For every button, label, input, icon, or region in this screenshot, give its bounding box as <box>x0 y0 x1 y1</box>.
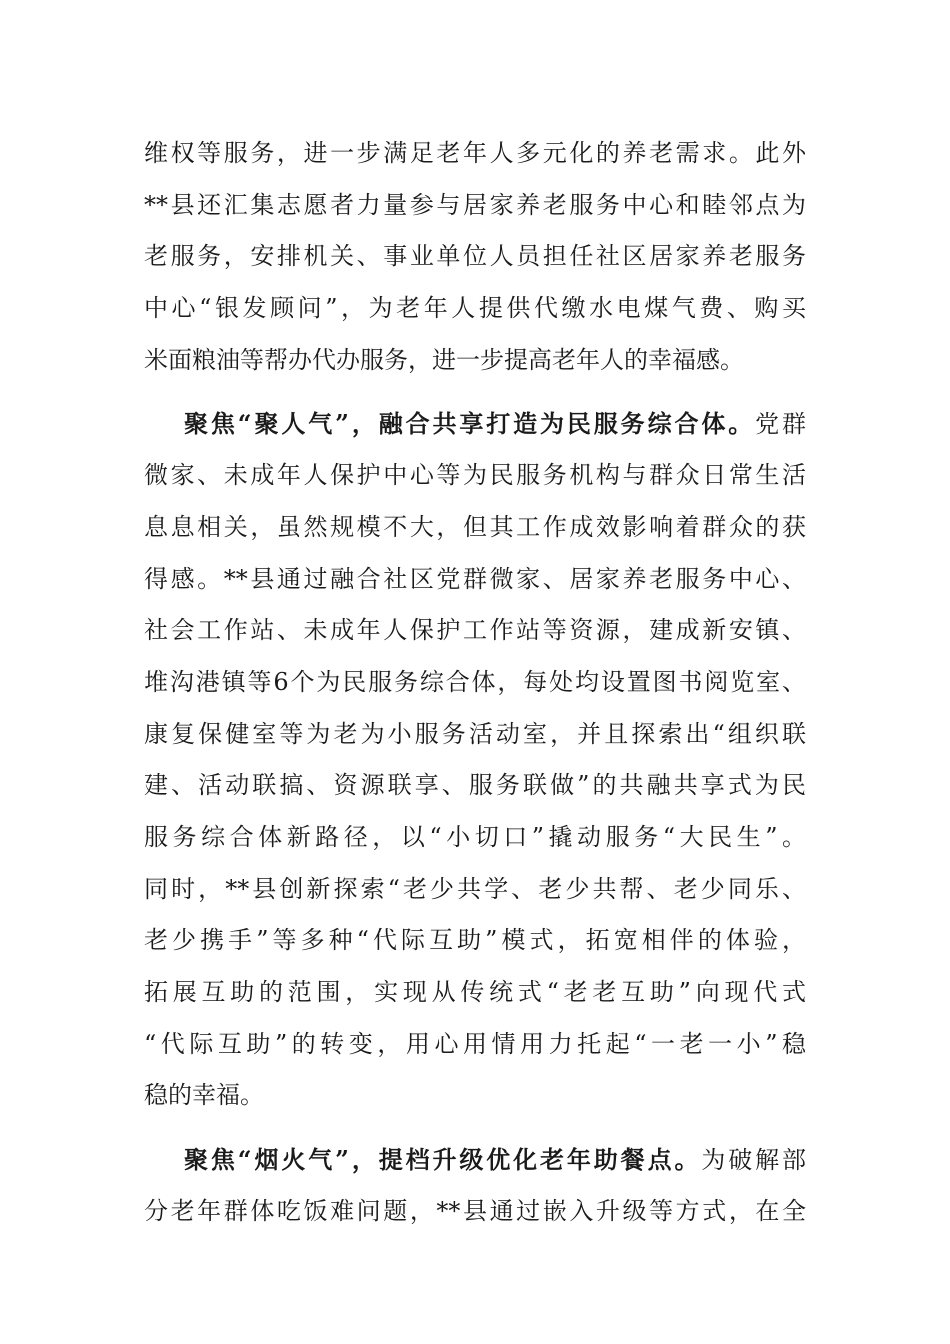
text-line <box>144 283 806 335</box>
line-text: 服务综合体新路径，以“小切口”撬动服务“大民生”。 <box>144 822 806 851</box>
text-line <box>144 450 806 502</box>
text-line <box>144 335 806 387</box>
line-text: 老少携手”等多种“代际互助”模式，拓宽相伴的体验， <box>144 926 806 955</box>
line-text: 为破解部 <box>701 1146 807 1175</box>
text-line <box>144 760 806 812</box>
line-text: 同时，**县创新探索“老少共学、老少共帮、老少同乐、 <box>144 874 806 903</box>
text-line <box>144 1134 806 1186</box>
text-line <box>144 812 806 864</box>
text-line <box>144 128 806 180</box>
line-text: “代际互助”的转变，用心用情用力托起“一老一小”稳 <box>144 1029 806 1058</box>
line-text: 得感。**县通过融合社区党群微家、居家养老服务中心、 <box>144 564 806 593</box>
line-text: 建、活动联搞、资源联享、服务联做”的共融共享式为民 <box>144 771 806 800</box>
line-text: 堆沟港镇等6个为民服务综合体，每处均设置图书阅览室、 <box>144 667 806 696</box>
text-line <box>144 1019 806 1071</box>
text-line <box>144 398 806 450</box>
line-text: 社会工作站、未成年人保护工作站等资源，建成新安镇、 <box>144 616 806 645</box>
document-body <box>144 128 806 1249</box>
section-heading: 聚焦“烟火气”，提档升级优化老年助餐点。 <box>184 1145 702 1175</box>
paragraph-service-complex <box>144 398 806 1122</box>
line-text: 中心“银发顾问”，为老年人提供代缴水电煤气费、购买 <box>144 294 806 323</box>
text-line <box>144 180 806 232</box>
text-line <box>144 605 806 657</box>
text-line <box>144 231 806 283</box>
text-line <box>144 554 806 606</box>
text-line <box>144 1070 806 1122</box>
line-text: 老服务，安排机关、事业单位人员担任社区居家养老服务 <box>144 242 806 271</box>
text-line <box>144 864 806 916</box>
line-text: 米面粮油等帮办代办服务，进一步提高老年人的幸福感。 <box>144 345 744 374</box>
line-text: **县还汇集志愿者力量参与居家养老服务中心和睦邻点为 <box>144 190 806 219</box>
text-line <box>144 709 806 761</box>
line-text: 稳的幸福。 <box>144 1081 264 1110</box>
paragraph-meal-points <box>144 1134 806 1237</box>
line-text: 党群 <box>755 410 807 439</box>
section-heading: 聚焦“聚人气”，融合共享打造为民服务综合体。 <box>184 409 756 439</box>
text-line <box>144 502 806 554</box>
paragraph-elderly-services <box>144 128 806 386</box>
line-text: 康复保健室等为老为小服务活动室，并且探索出“组织联 <box>144 719 806 748</box>
line-text: 微家、未成年人保护中心等为民服务机构与群众日常生活 <box>144 461 806 490</box>
line-text: 维权等服务，进一步满足老年人多元化的养老需求。此外 <box>144 139 806 167</box>
line-text: 息息相关，虽然规模不大，但其工作成效影响着群众的获 <box>144 512 806 541</box>
text-line <box>144 1186 806 1238</box>
line-text: 分老年群体吃饭难问题，**县通过嵌入升级等方式，在全 <box>144 1196 806 1225</box>
text-line <box>144 657 806 709</box>
line-text: 拓展互助的范围，实现从传统式“老老互助”向现代式 <box>144 978 806 1006</box>
text-line <box>144 915 806 967</box>
text-line <box>144 967 806 1019</box>
